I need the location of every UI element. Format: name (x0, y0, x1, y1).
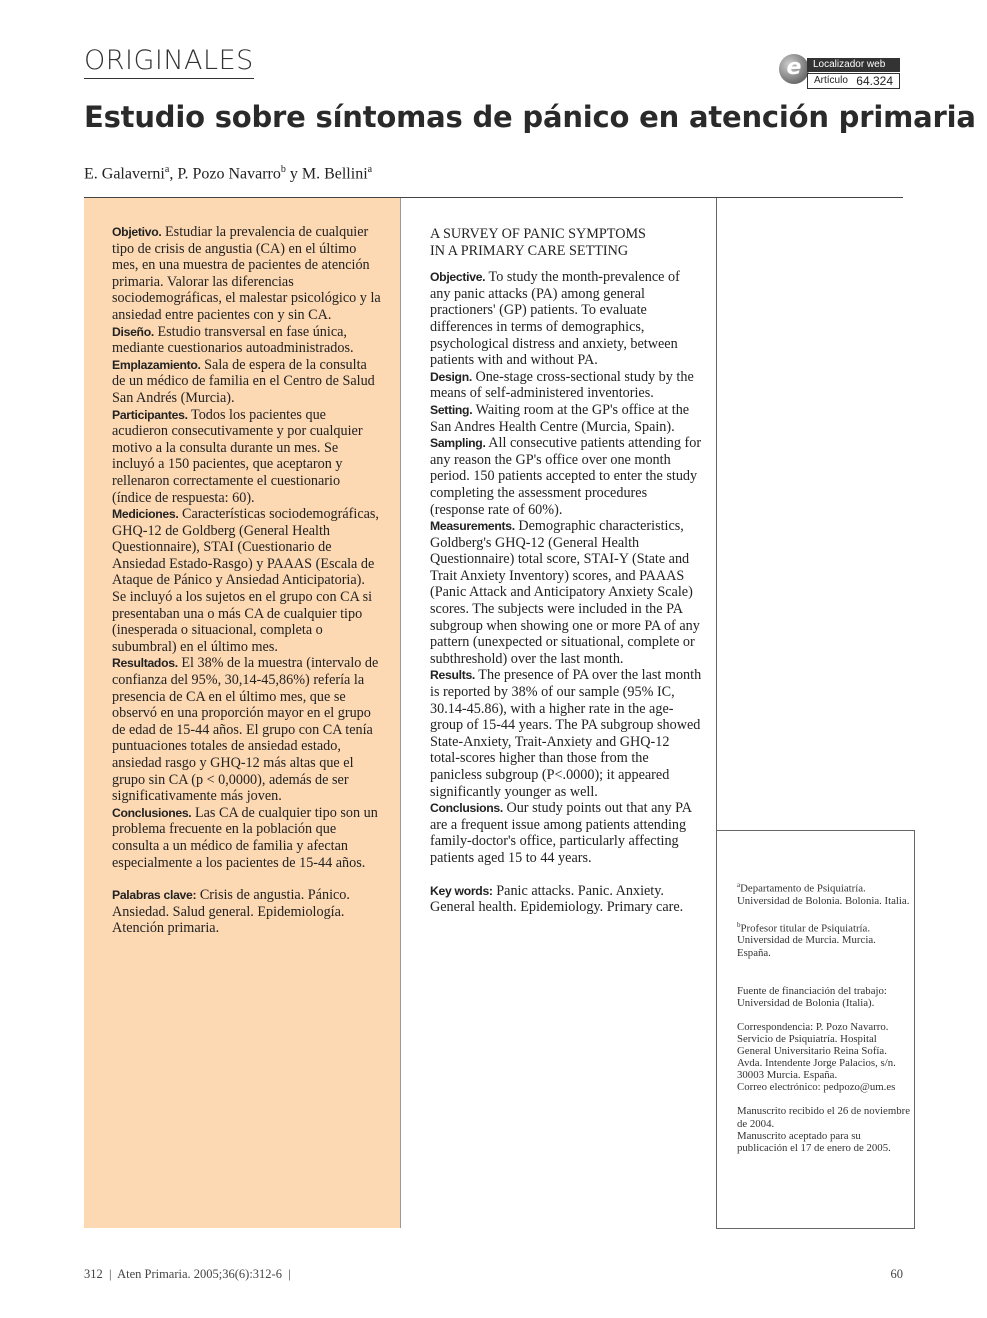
english-keywords-text: Panic attacks. Panic. Anxiety. General health. Epidemiology. Primary care. (430, 882, 684, 916)
manuscript-dates (737, 1105, 912, 1153)
spanish-abstract-column (84, 198, 401, 1228)
correspondence-email[interactable]: Correo electrónico: pedpozo@um.es (737, 1081, 896, 1094)
correspondence-address: Correspondencia: P. Pozo Navarro. Servicio de Psiquiatría. Hospital General Universitario Reina Sofía. Avda. Intendente Jorge Palacios, s/n. 30003 Murcia. España. (737, 1020, 896, 1082)
article-box (807, 73, 900, 89)
affiliation-b-sup: b (737, 920, 741, 929)
spanish-abstract-sections (112, 224, 382, 871)
spanish-abstract-section-text: Todos los pacientes que acudieron consecutivamente y por cualquier motivo a la consulta durante un mes. Se incluyó a 150 pacientes, que aceptaron y rellenaron correctamente el cuestionario (índice de respuesta: 60). (112, 406, 363, 506)
english-abstract-section-label: Setting. (430, 402, 473, 417)
english-abstract-section (430, 800, 702, 866)
authors (84, 164, 372, 183)
english-abstract-sections (430, 269, 702, 866)
english-abstract-section (430, 269, 702, 369)
affiliation-a-sup: a (737, 881, 741, 889)
author-name: M. Bellini (301, 165, 368, 183)
english-abstract-section (430, 667, 702, 800)
funding: Fuente de financiación del trabajo: Universidad de Bolonia (Italia). (737, 984, 887, 1009)
accepted-date: Manuscrito aceptado para su publicación el 17 de enero de 2005. (737, 1129, 891, 1154)
english-abstract-section-label: Sampling. (430, 436, 486, 451)
english-abstract-section-text: To study the month-prevalence of any panic attacks (PA) among general practioners' (GP) patients. To evaluate differences in terms of demographics, psychological distress and anxiety, between patients with and without PA. (430, 269, 680, 369)
author-separator: , (169, 165, 178, 183)
english-title (430, 226, 702, 259)
spanish-abstract-section-text: Características sociodemográficas, GHQ-12 de Goldberg (General Health Questionnaire), STAI (Cuestionario de Ansiedad Estado-Rasgo) y PAAAS (Escala de Ataque de Pánico y Ansiedad Anticipatoria). Se incluyó a los sujetos en el grupo con CA si presentaban una o más CA de cualquier tipo (inesperada o situacional, completa o subumbral) en el último mes. (112, 506, 379, 655)
spanish-abstract-section (112, 506, 382, 655)
spanish-abstract-section (112, 357, 382, 407)
english-abstract (430, 226, 702, 916)
affiliation-a (737, 879, 912, 907)
english-abstract-section-label: Measurements. (430, 519, 515, 534)
spanish-abstract-section-text: Las CA de cualquier tipo son un problema frecuente en la población que consulta a un médico de familia y afectan especialmente a los pacientes de 15-44 años. (112, 804, 378, 871)
english-abstract-section-label: Objective. (430, 270, 486, 285)
spanish-abstract (112, 224, 382, 937)
english-abstract-section (430, 435, 702, 518)
english-abstract-section (430, 369, 702, 402)
english-abstract-section-text: All consecutive patients attending for any reason the GP's office over one month period. 150 patients accepted to enter the study completing the assessment procedures (response rate of 60%). (430, 435, 702, 518)
english-title-line2: IN A PRIMARY CARE SETTING (430, 242, 629, 259)
author-name: P. Pozo Navarro (177, 165, 281, 183)
english-abstract-section-text: Waiting room at the GP's office at the San Andres Health Centre (Murcia, Spain). (430, 401, 690, 435)
english-abstract-section-text: Demographic characteristics, Goldberg's GHQ-12 (General Health Questionnaire) total score, STAI-Y (State and Trait Anxiety Inventory) scores, and PAAAS (Panic Attack and Anticipatory Anxiety Scale) scores. The subjects were included in the PA subgroup when showing one or more PA of any pattern (unexpected or situational, complete or subthreshold) over the last month. (430, 518, 700, 667)
spanish-abstract-section (112, 224, 382, 324)
english-keywords-label: Key words: (430, 883, 493, 898)
english-abstract-section-text: The presence of PA over the last month is reported by 38% of our sample (95% IC, 30.14-45.86), with a higher rate in the age-group of 15-44 years. The PA subgroup showed State-Anxiety, Trait-Anxiety and GHQ-12 total-scores higher than those from the panicless subgroup (P<.0000); it appeared significantly younger as well. (430, 667, 702, 800)
spanish-keywords-text: Crisis de angustia. Pánico. Ansiedad. Salud general. Epidemiología. Atención primaria. (112, 887, 350, 937)
english-title-line1: A SURVEY OF PANIC SYMPTOMS (430, 226, 646, 242)
author-separator: y (285, 165, 302, 183)
spanish-abstract-section-label: Conclusiones. (112, 805, 192, 820)
spanish-abstract-section-label: Emplazamiento. (112, 357, 201, 372)
footer-page-number: 60 (890, 1267, 903, 1281)
affiliations (737, 879, 912, 1166)
affiliation-b-text: Profesor titular de Psiquiatría. Universidad de Murcia. Murcia. España. (737, 922, 876, 959)
locator-label: Localizador web (807, 58, 900, 72)
spanish-abstract-section (112, 655, 382, 804)
author-affiliation-sup: a (164, 164, 170, 175)
english-abstract-section-text: One-stage cross-sectional study by the means of self-administered inventories. (430, 368, 694, 402)
author-name: E. Galaverni (84, 165, 165, 183)
spanish-keywords (112, 887, 382, 937)
spanish-abstract-section-label: Objetivo. (112, 225, 162, 239)
author-affiliation-sup: b (280, 164, 286, 175)
english-abstract-section-label: Conclusions. (430, 801, 503, 816)
affiliation-a-text: Departamento de Psiquiatría. Universidad de Bolonia. Bolonia. Italia. (737, 882, 910, 907)
english-abstract-section (430, 518, 702, 667)
article-number: 64.324 (856, 74, 893, 88)
spanish-abstract-section-text: Estudiar la prevalencia de cualquier tipo de crisis de angustia (CA) en el último mes, en una muestra de pacientes de atención primaria. Valorar las diferencias sociodemográficas, el malestar psicológico y la ansiedad entre pacientes con y sin CA. (112, 224, 381, 323)
article-label: Artículo (814, 75, 848, 86)
received-date: Manuscrito recibido el 26 de noviembre de 2004. (737, 1105, 910, 1130)
spanish-abstract-section-label: Participantes. (112, 407, 188, 422)
spanish-abstract-section-label: Resultados. (112, 656, 178, 671)
english-keywords (430, 883, 702, 916)
affiliation-b (737, 919, 912, 959)
author-affiliation-sup: a (367, 164, 373, 175)
spanish-keywords-label: Palabras clave: (112, 888, 197, 903)
english-abstract-section (430, 402, 702, 435)
spanish-abstract-section-text: Sala de espera de la consulta de un médico de familia en el Centro de Salud San Andrés (Murcia). (112, 356, 375, 406)
spanish-abstract-section-text: El 38% de la muestra (intervalo de confianza del 95%, 30,14-45,86%) refería la presencia de CA en el último mes, que se observó en una proporción mayor en el grupo de edad de 15-44 años. El grupo con CA tenía puntuaciones totales de ansiedad estado, ansiedad rasgo y GHQ-12 más altas que el grupo sin CA (p < 0,0000), además de ser significativamente más joven. (112, 655, 379, 805)
spanish-abstract-section (112, 407, 382, 507)
page-title: Estudio sobre síntomas de pánico en atención primaria (84, 100, 976, 134)
section-label: ORIGINALES (84, 46, 254, 79)
english-abstract-section-label: Results. (430, 668, 476, 683)
web-locator[interactable] (779, 52, 901, 90)
spanish-abstract-section-text: Estudio transversal en fase única, mediante cuestionarios autoadministrados. (112, 323, 354, 357)
english-abstract-section-label: Design. (430, 369, 472, 384)
spanish-abstract-section-label: Diseño. (112, 324, 154, 339)
footer-citation: 312 | Aten Primaria. 2005;36(6):312-6 | (84, 1267, 291, 1281)
spanish-abstract-section (112, 805, 382, 871)
e-icon: e (779, 54, 809, 84)
english-abstract-section-text: Our study points out that any PA are a frequent issue among patients attending family-doctor's office, particularly affecting patients aged 15 to 44 years. (430, 800, 692, 866)
spanish-abstract-section-label: Mediciones. (112, 507, 179, 522)
correspondence (737, 1021, 912, 1094)
spanish-abstract-section (112, 324, 382, 357)
